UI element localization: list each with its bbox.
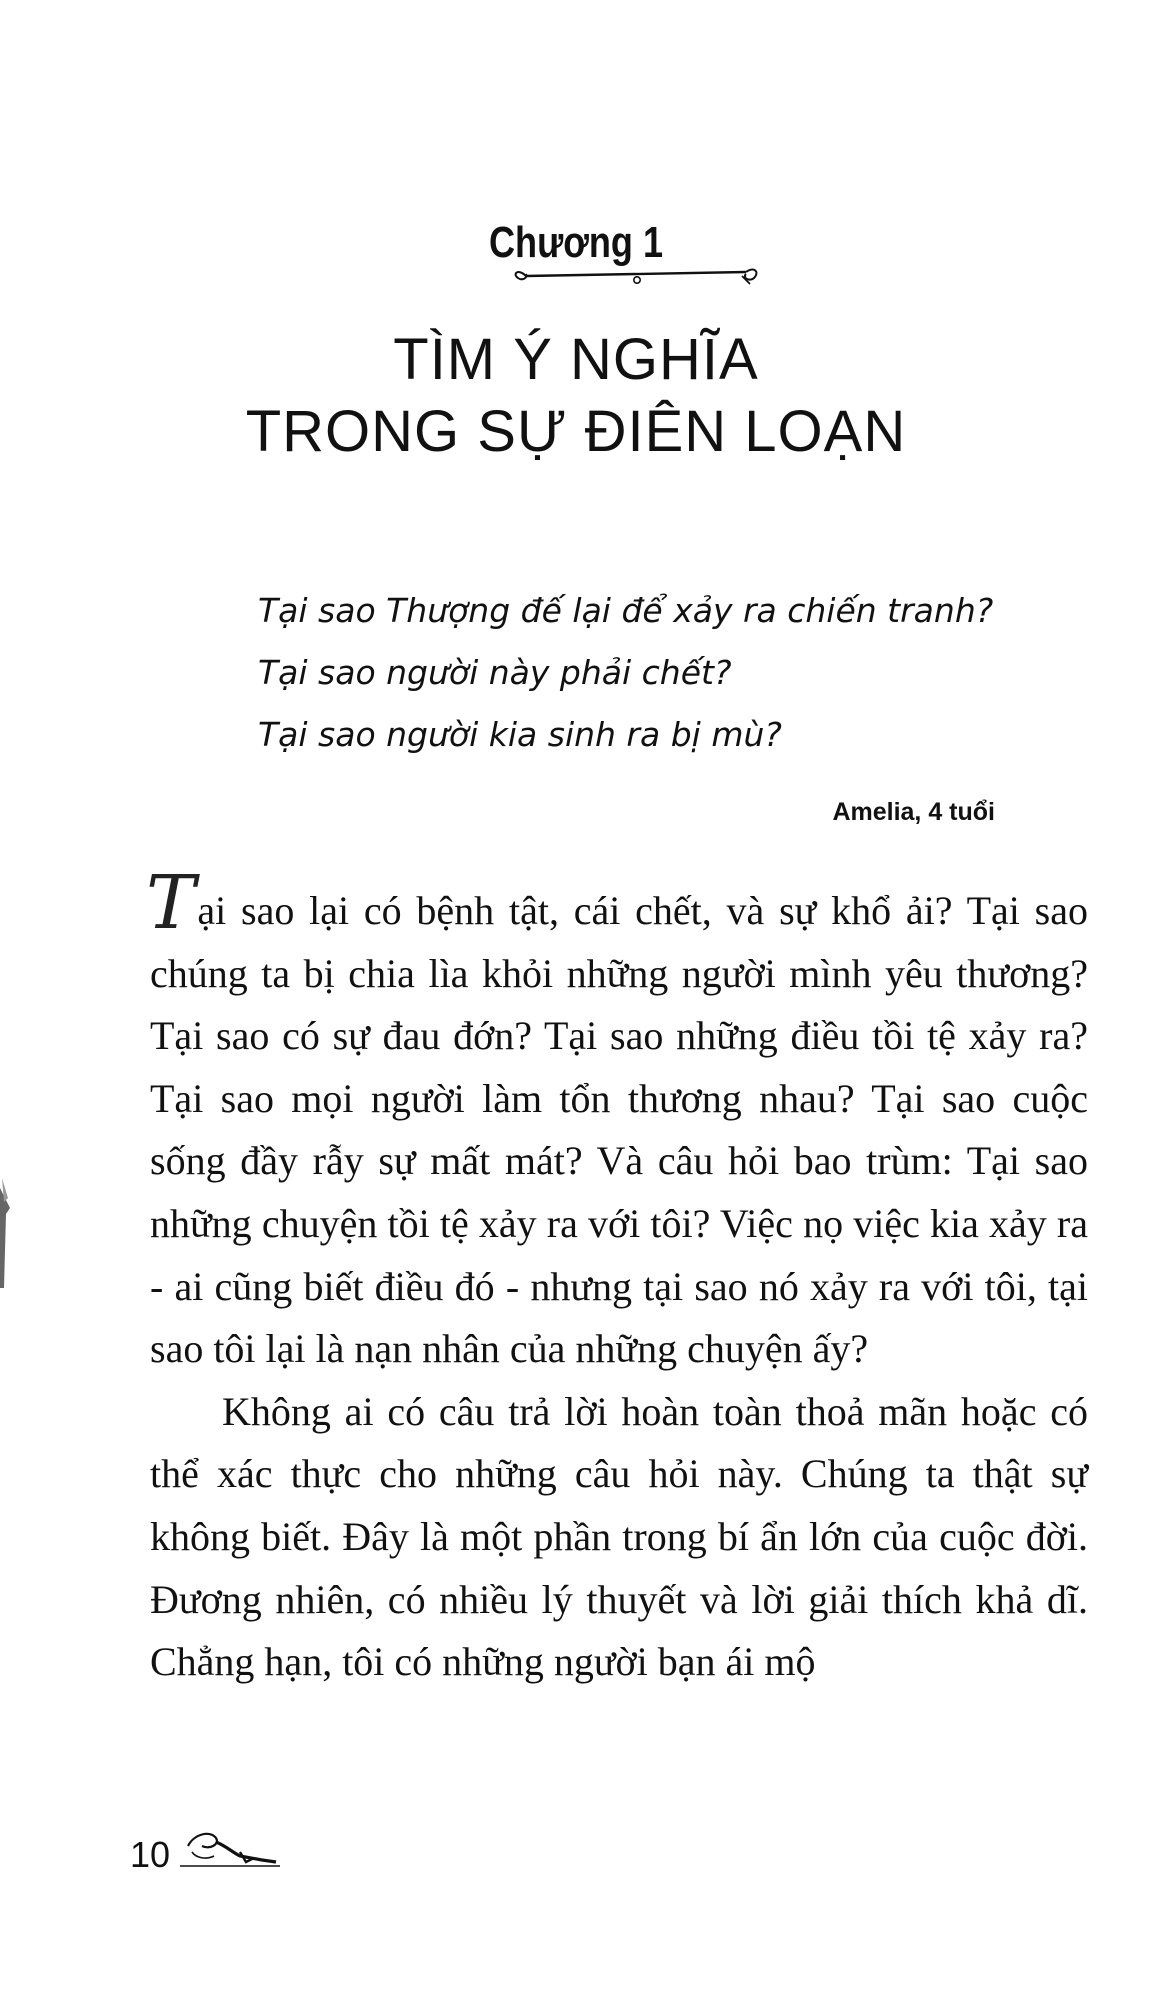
epigraph-line: Tại sao người này phải chết? bbox=[258, 653, 732, 692]
epigraph-line: Tại sao Thượng đế lại để xảy ra chiến tranh? bbox=[258, 591, 994, 630]
body-text bbox=[146, 860, 1088, 1694]
chapter-title-line-1: TÌM Ý NGHĨA bbox=[393, 327, 759, 392]
paragraph-2: Không ai có câu trả lời hoàn toàn thoả mãn hoặc có thể xác thực cho những câu hỏi này. Chúng ta thật sự không biết. Đây là một phần trong bí ẩn lớn của cuộc đời. Đương nhiên, có nhiều lý thuyết và lời giải thích khả dĩ. Chẳng hạn, tôi có những người bạn ái mộ bbox=[150, 1388, 1088, 1685]
paragraph-1 bbox=[146, 860, 1088, 1381]
page-number: 10 bbox=[130, 1834, 171, 1875]
scan-edge-mark-icon bbox=[0, 1168, 14, 1288]
epigraph-line: Tại sao người kia sinh ra bị mù? bbox=[258, 715, 782, 754]
epigraph bbox=[258, 580, 1018, 766]
flourish-divider-icon bbox=[510, 262, 760, 290]
drop-cap: T bbox=[146, 860, 196, 946]
chapter-title-line-2: TRONG SỰ ĐIÊN LOẠN bbox=[245, 399, 907, 464]
paragraph-1-text: ại sao lại có bệnh tật, cái chết, và sự khổ ải? Tại sao chúng ta bị chia lìa khỏi những người mình yêu thương? Tại sao có sự đau đớn? Tại sao những điều tồi tệ xảy ra? Tại sao mọi người làm tổn thương nhau? Tại sao cuộc sống đầy rẫy sự mất mát? Và câu hỏi bao trùm: Tại sao những chuyện tồi tệ xảy ra với tôi? Việc nọ việc kia xảy ra - ai cũng biết điều đó - nhưng tại sao nó xảy ra với tôi, tại sao tôi lại là nạn nhân của những chuyện ấy? bbox=[150, 888, 1088, 1372]
chapter-label: Chương 1 bbox=[488, 218, 664, 267]
flourish-swash-icon bbox=[180, 1822, 290, 1872]
epigraph-attribution: Amelia, 4 tuổi bbox=[832, 798, 995, 826]
